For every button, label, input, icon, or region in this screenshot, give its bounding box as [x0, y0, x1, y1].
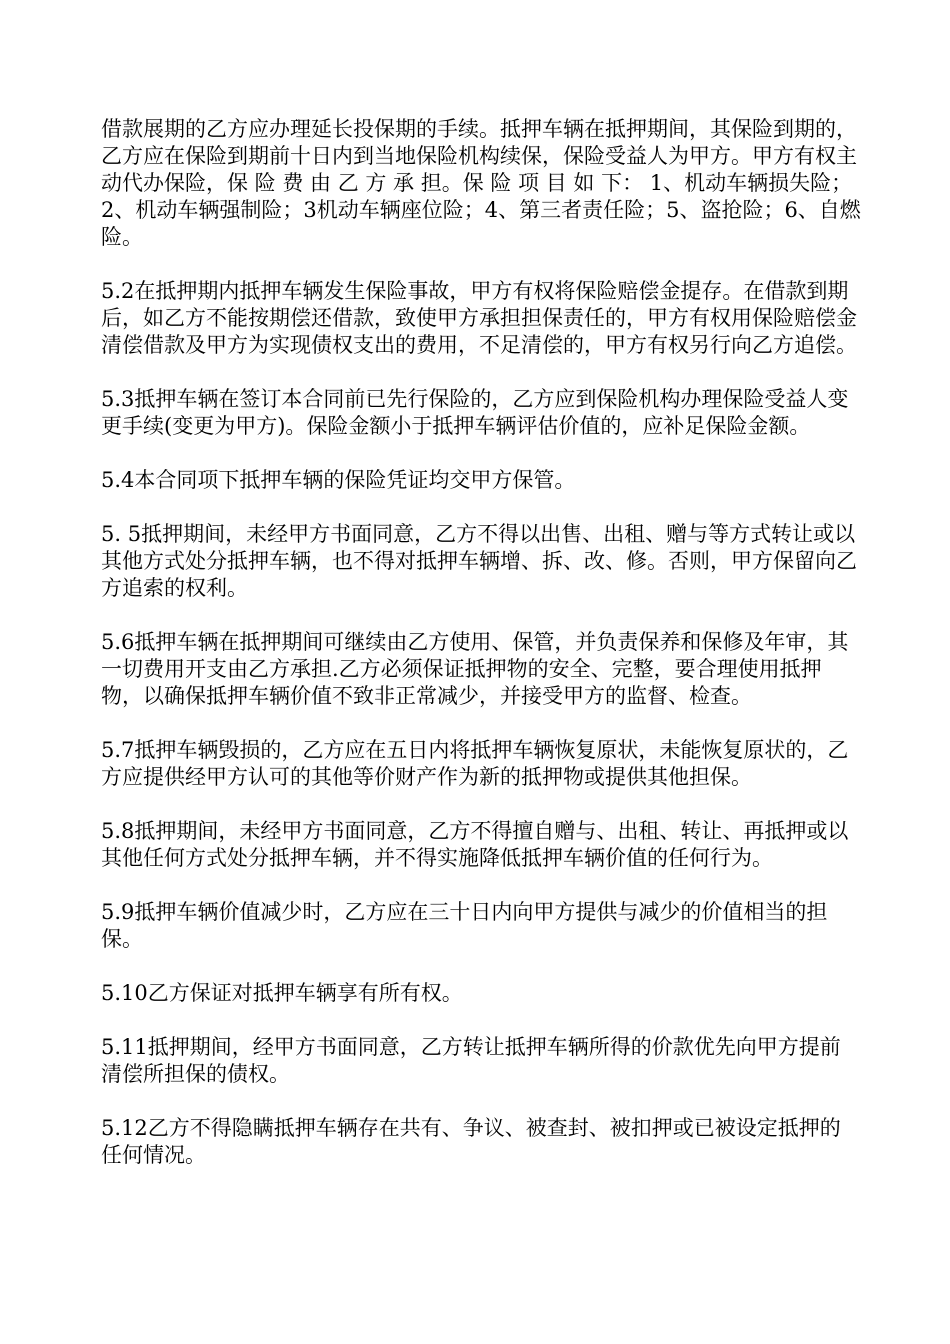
paragraph-5-4: 5.4本合同项下抵押车辆的保险凭证均交甲方保管。 — [101, 468, 576, 492]
paragraph-5-5: 5. 5抵押期间，未经甲方书面同意，乙方不得以出售、出租、赠与等方式转让或以其他方式处分抵押车辆，也不得对抵押车辆增、拆、改、修。否则，甲方保留向乙方追索的权利。 — [101, 522, 857, 600]
paragraph-5-7: 5.7抵押车辆毁损的，乙方应在五日内将抵押车辆恢复原状，未能恢复原状的，乙方应提供经甲方认可的其他等价财产作为新的抵押物或提供其他担保。 — [101, 738, 849, 789]
paragraph-5-9: 5.9抵押车辆价值减少时，乙方应在三十日内向甲方提供与减少的价值相当的担保。 — [101, 900, 828, 951]
paragraph-5-12: 5.12乙方不得隐瞒抵押车辆存在共有、争议、被查封、被扣押或已被设定抵押的任何情况。 — [101, 1116, 841, 1167]
paragraph-5-3: 5.3抵押车辆在签订本合同前已先行保险的，乙方应到保险机构办理保险受益人变更手续(变更为甲方)。保险金额小于抵押车辆评估价值的，应补足保险金额。 — [101, 387, 849, 438]
paragraph-5-10: 5.10乙方保证对抵押车辆享有所有权。 — [101, 981, 463, 1005]
paragraph-5-2: 5.2在抵押期内抵押车辆发生保险事故，甲方有权将保险赔偿金提存。在借款到期后，如乙方不能按期偿还借款，致使甲方承担担保责任的，甲方有权用保险赔偿金清偿借款及甲方为实现债权支出的费用，不足清偿的，甲方有权另行向乙方追偿。 — [101, 279, 857, 357]
paragraph-5-8: 5.8抵押期间，未经甲方书面同意，乙方不得擅自赠与、出租、转让、再抵押或以其他任何方式处分抵押车辆，并不得实施降低抵押车辆价值的任何行为。 — [101, 819, 849, 870]
paragraph-5-6: 5.6抵押车辆在抵押期间可继续由乙方使用、保管，并负责保养和保修及年审，其一切费用开支由乙方承担.乙方必须保证抵押物的安全、完整，要合理使用抵押物，以确保抵押车辆价值不致非正常减少，并接受甲方的监督、检查。 — [101, 630, 849, 708]
paragraph-insurance-extension: 借款展期的乙方应办理延长投保期的手续。抵押车辆在抵押期间，其保险到期的，乙方应在保险到期前十日内到当地保险机构续保，保险受益人为甲方。甲方有权主动代办保险，保 险 费 由 乙 方 承 担。保 险 项 目 如 下： 1、机动车辆损失险；2、机动车辆强制险；3机动车辆座位险；4、第三者责任险；5、盗抢险；6、自燃险。 — [101, 117, 861, 249]
document-body — [101, 116, 861, 1196]
paragraph-5-11: 5.11抵押期间，经甲方书面同意，乙方转让抵押车辆所得的价款优先向甲方提前清偿所担保的债权。 — [101, 1035, 841, 1086]
